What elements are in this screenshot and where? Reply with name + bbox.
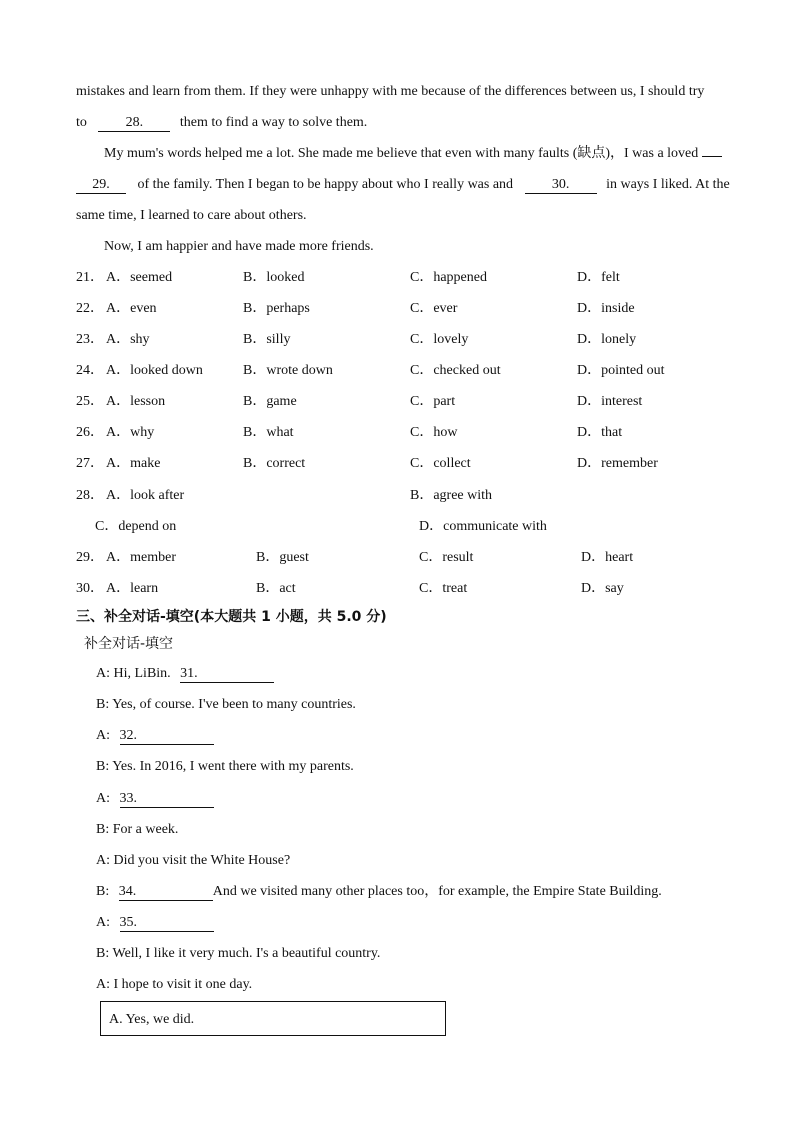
passage-text: same time, I learned to care about others. [76,208,307,223]
option-a[interactable]: A．member [106,550,176,565]
dialogue-text: A: Hi, LiBin. [96,666,171,681]
dialogue-text: B: For a week. [96,822,179,837]
question-number: 30． [76,581,104,596]
blank-34[interactable]: 34. [119,884,213,901]
dialogue-text: A: I hope to visit it one day. [96,977,253,992]
option-d[interactable]: D．felt [577,270,620,285]
question-number: 27． [76,456,104,471]
blank-30[interactable]: 30. [525,177,597,194]
passage-line [76,114,367,132]
question-number: 22． [76,301,104,316]
dialogue-text: A: [96,791,110,806]
passage-text: to [76,115,87,130]
passage-text: of the family. Then I began to be happy about who I really was and [137,177,514,192]
option-d[interactable]: D．that [577,425,623,440]
blank-28[interactable]: 28. [98,115,170,132]
option-a[interactable]: A．learn [106,581,159,596]
option-b[interactable]: B．correct [243,456,306,471]
option-d[interactable]: D．lonely [577,332,637,347]
option-c[interactable]: C．happened [410,270,487,285]
option-c[interactable]: C．ever [410,301,458,316]
answer-option-box [100,1001,446,1036]
dialogue-line [96,790,214,808]
option-b[interactable]: B．game [243,394,297,409]
option-c[interactable]: C．result [419,550,474,565]
dialogue-line [96,696,356,714]
passage-text: Now, I am happier and have made more friends. [104,239,374,254]
dialogue-line [96,821,178,839]
passage-text: mistakes and learn from them. If they were unhappy with me because of the differences between us, I should try [76,84,705,99]
dialogue-line [96,758,354,776]
passage-text: in ways I liked. At the [606,177,730,192]
question-number: 25． [76,394,104,409]
passage-line [104,145,722,163]
question-number: 24． [76,363,104,378]
dialogue-line [96,914,214,932]
section-heading: 三、补全对话-填空(本大题共 1 小题，共 5.0 分) [76,609,387,625]
dialogue-text: And we visited many other places too，for example, the Empire State Building. [212,884,662,899]
option-a[interactable]: A．looked down [106,363,203,378]
dialogue-text: B: Yes. In 2016, I went there with my parents. [96,759,354,774]
option-c[interactable]: C．treat [419,581,468,596]
blank-33[interactable]: 33. [120,791,214,808]
blank-31[interactable]: 31. [180,666,274,683]
option-b[interactable]: B．silly [243,332,291,347]
blank-35[interactable]: 35. [120,915,214,932]
option-b[interactable]: B．wrote down [243,363,333,378]
option-c[interactable]: C．checked out [410,363,501,378]
option-d[interactable]: D．inside [577,301,635,316]
option-a[interactable]: A．lesson [106,394,166,409]
option-b[interactable]: B．act [256,581,296,596]
option-a[interactable]: A．make [106,456,161,471]
option-a[interactable]: A．seemed [106,270,173,285]
option-b[interactable]: B．what [243,425,294,440]
section-subheading: 补全对话-填空 [84,636,174,652]
dialogue-line [96,852,290,870]
passage-line [76,83,704,101]
option-a[interactable]: A．even [106,301,157,316]
blank-32[interactable]: 32. [120,728,214,745]
question-number: 23． [76,332,104,347]
option-c[interactable]: C．how [410,425,458,440]
option-d[interactable]: D．say [581,581,624,596]
dialogue-line [96,883,662,901]
blank-29[interactable]: 29. [76,177,126,194]
passage-text: My mum's words helped me a lot. She made me believe that even with many faults (缺点)，I was a loved [104,146,699,161]
option-d[interactable]: D．interest [577,394,643,409]
dialogue-line [96,727,214,745]
passage-line [76,176,730,194]
passage-line [104,238,374,256]
option-c[interactable]: C．lovely [410,332,469,347]
blank-29-lead [702,156,722,157]
question-number: 28． [76,488,104,503]
passage-line [76,207,307,225]
dialogue-text: B: [96,884,110,899]
question-number: 21． [76,270,104,285]
dialogue-text: A: [96,915,110,930]
option-c[interactable]: C．collect [410,456,471,471]
option-b[interactable]: B．looked [243,270,305,285]
dialogue-text: B: Well, I like it very much. I's a beautiful country. [96,946,381,961]
option-b[interactable]: B．agree with [410,488,493,503]
dialogue-line [96,976,252,994]
option-a[interactable]: A．look after [106,488,185,503]
question-number: 26． [76,425,104,440]
option-d[interactable]: D．remember [577,456,658,471]
dialogue-text: A: Did you visit the White House? [96,853,291,868]
option-d[interactable]: D．communicate with [419,519,547,534]
dialogue-line [96,665,274,683]
option-b[interactable]: B．perhaps [243,301,310,316]
option-d[interactable]: D．pointed out [577,363,665,378]
option-b[interactable]: B．guest [256,550,309,565]
dialogue-text: A: [96,728,110,743]
passage-text: them to find a way to solve them. [179,115,368,130]
option-a[interactable]: A．why [106,425,155,440]
option-c[interactable]: C．part [410,394,456,409]
option-c[interactable]: C．depend on [95,519,177,534]
answer-option-text: A. Yes, we did. [109,1012,195,1027]
dialogue-line [96,945,380,963]
dialogue-text: B: Yes, of course. I've been to many countries. [96,697,356,712]
question-number: 29． [76,550,104,565]
option-d[interactable]: D．heart [581,550,634,565]
option-a[interactable]: A．shy [106,332,150,347]
